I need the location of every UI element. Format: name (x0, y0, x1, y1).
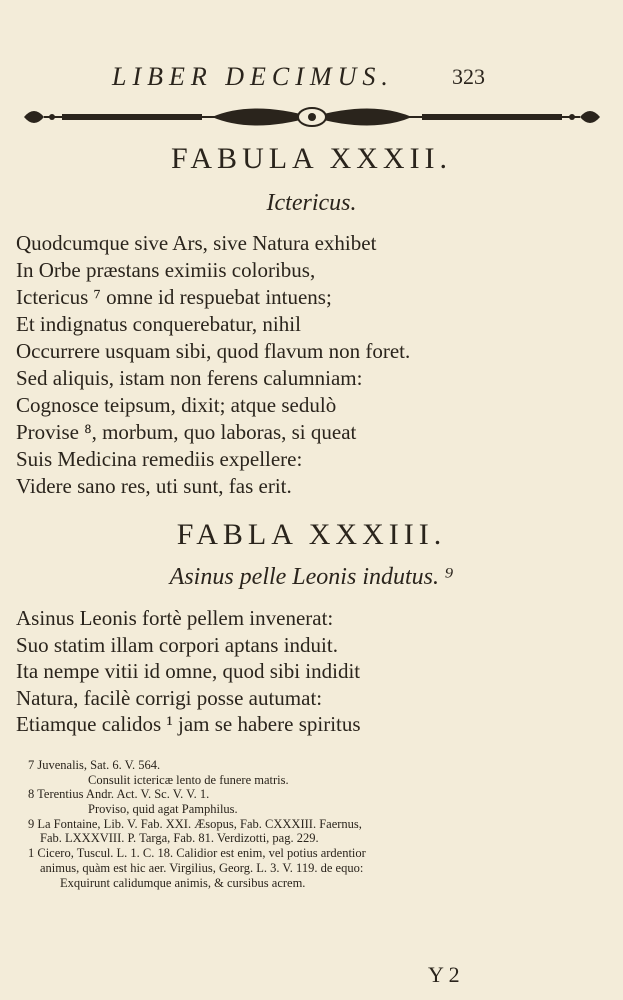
footnote-line: 9 La Fontaine, Lib. V. Fab. XXI. Æsopus, Fab. CXXXIII. Faernus, (28, 816, 362, 831)
footnote-line: Fab. LXXXVIII. P. Targa, Fab. 81. Verdizotti, pag. 229. (40, 831, 319, 846)
verse-line: Sed aliquis, istam non ferens calumniam: (16, 366, 363, 390)
footnote-line: 7 Juvenalis, Sat. 6. V. 564. (28, 758, 161, 772)
verse-line: Suo statim illam corpori aptans induit. (16, 632, 338, 657)
verse-line: Quodcumque sive Ars, sive Natura exhibet (16, 231, 377, 255)
footnote-line: animus, quàm est hic aer. Virgilius, Georg. L. 3. V. 119. de equo: (40, 860, 364, 875)
verse-line: Occurrere usquam sibi, quod flavum non foret. (16, 339, 411, 363)
verse-line: Provise ⁸, morbum, quo laboras, si queat (16, 420, 357, 444)
fable-32-title: FABULA XXXII. (170, 142, 453, 175)
verse-line: Ictericus ⁷ omne id respuebat intuens; (16, 285, 332, 309)
footnote-line: Exquirunt calidumque animis, & cursibus acrem. (60, 875, 306, 890)
running-head: LIBER DECIMUS. (112, 62, 394, 91)
verse-line: Etiamque calidos ¹ jam se habere spiritus (16, 712, 361, 736)
fable-32-verse (16, 230, 456, 500)
footnote-line: Proviso, quid agat Pamphilus. (88, 802, 238, 817)
signature-mark: Y 2 (428, 962, 460, 987)
verse-line: In Orbe præstans eximiis coloribus, (16, 258, 316, 282)
verse-line: Cognosce teipsum, dixit; atque sedulò (16, 393, 337, 417)
verse-line: Asinus Leonis fortè pellem invenerat: (16, 606, 334, 630)
verse-line: Ita nempe vitii id omne, quod sibi indidit (16, 659, 361, 683)
verse-line: Natura, facilè corrigi posse autumat: (16, 685, 323, 710)
page-number: 323 (452, 64, 485, 89)
footnote-line: 1 Cicero, Tuscul. L. 1. C. 18. Calidior est enim, vel potius ardentior (28, 846, 366, 861)
footnote-line: 8 Terentius Andr. Act. V. Sc. V. V. 1. (28, 787, 210, 802)
fable-33-title: FABLA XXXIII. (176, 518, 447, 551)
footnote-line: Consulit ictericæ lento de funere matris. (88, 772, 289, 787)
ornamental-rule (22, 102, 602, 132)
verse-line: Videre sano res, uti sunt, fas erit. (16, 474, 292, 498)
fable-32-subtitle: Ictericus. (266, 190, 357, 216)
fable-33-verse (16, 605, 456, 738)
fable-33-subtitle: Asinus pelle Leonis indutus. ⁹ (169, 564, 454, 590)
footnotes (28, 758, 508, 890)
verse-line: Et indignatus conquerebatur, nihil (16, 312, 301, 336)
verse-line: Suis Medicina remediis expellere: (16, 447, 303, 471)
